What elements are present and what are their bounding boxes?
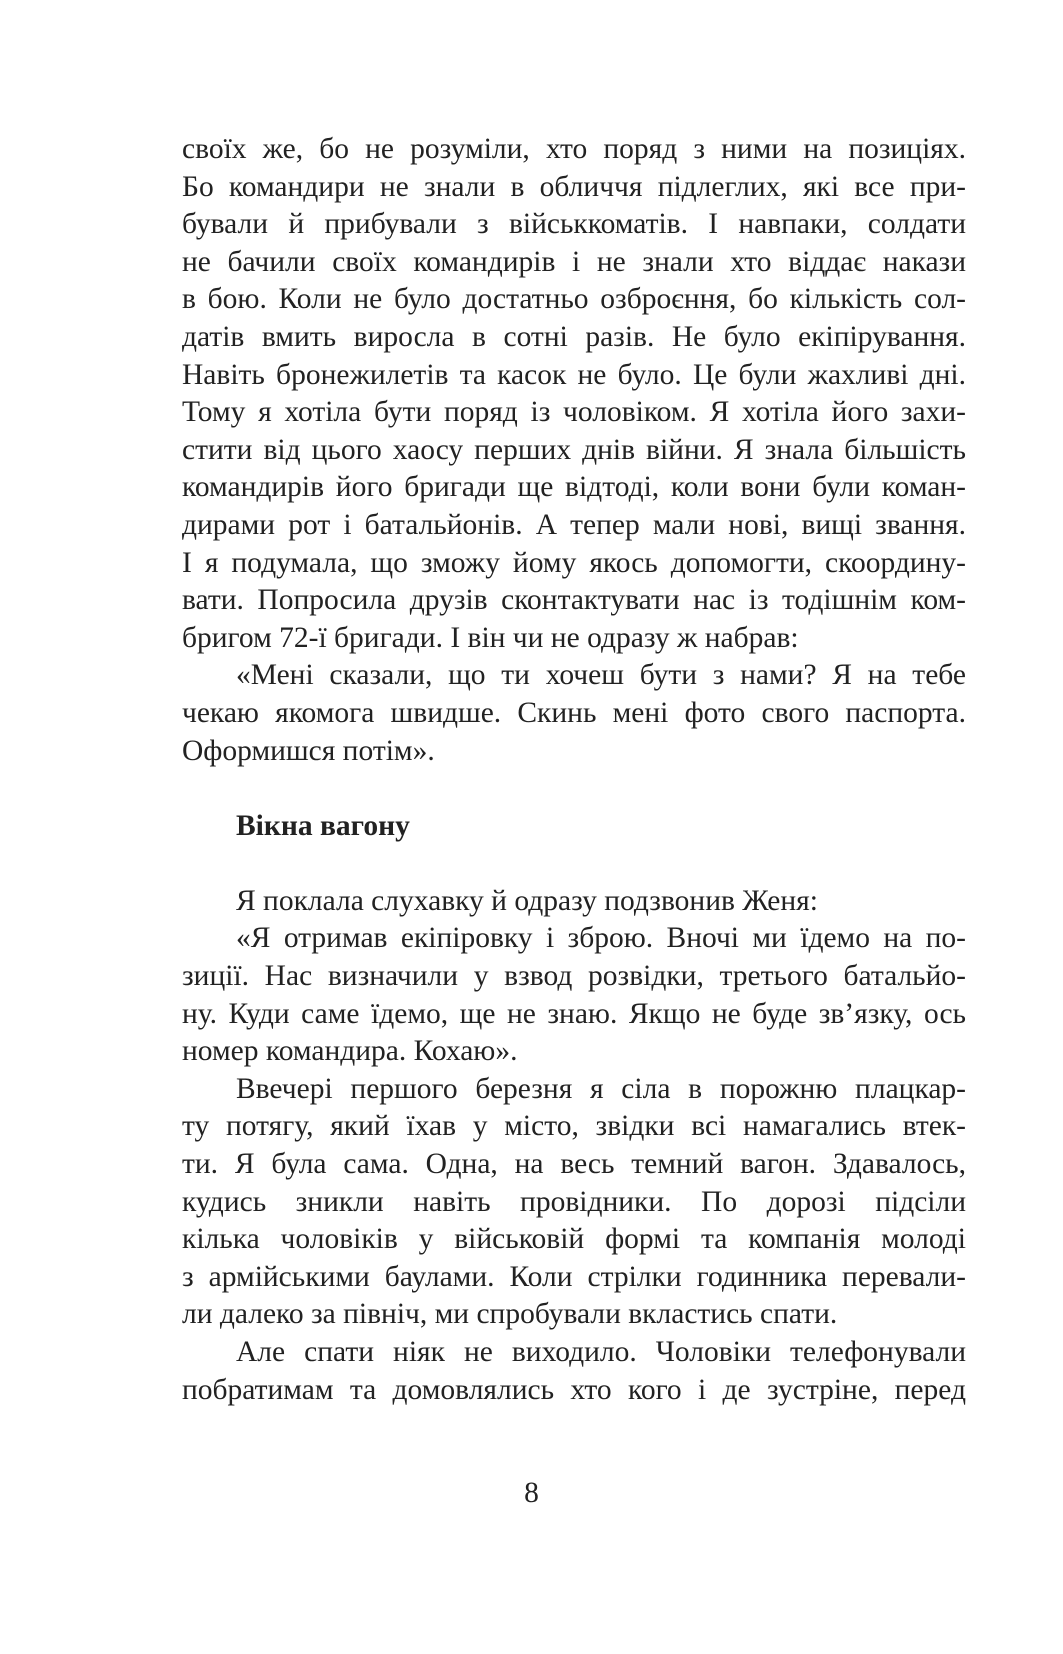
text-line: номер командира. Кохаю». [182, 1035, 518, 1068]
text-line: з армійськими баулами. Коли стрілки годинника перевали- [182, 1260, 966, 1293]
text-line: бували й прибували з військкоматів. І навпаки, солдати [182, 208, 966, 241]
text-line: Але спати ніяк не виходило. Чоловіки телефонували [236, 1336, 966, 1368]
text-line: «Мені сказали, що ти хочеш бути з нами? Я на тебе [236, 659, 966, 692]
text-block-before-heading [182, 131, 966, 770]
text-line: командирів його бригади ще відтоді, коли вони були коман- [182, 471, 966, 504]
text-line: «Я отримав екіпіровку і зброю. Вночі ми їдемо на по- [236, 922, 966, 955]
text-line: Ввечері першого березня я сіла в порожню плацкар- [236, 1072, 966, 1105]
text-line: Навіть бронежилетів та касок не було. Це були жахливі дні. [182, 358, 966, 391]
section-heading: Вікна вагону [236, 809, 410, 842]
text-line: бригом 72-ї бригади. І він чи не одразу ж набрав: [182, 621, 799, 654]
text-line: Оформишся потім». [182, 734, 435, 767]
text-line: побратимам та домовлялись хто кого і де зустріне, перед [182, 1373, 966, 1406]
text-line: Я поклала слухавку й одразу подзвонив Женя: [236, 884, 818, 917]
text-line: стити від цього хаосу перших днів війни. Я знала більшість [182, 433, 966, 466]
text-line: кудись зникли навіть провідники. По дорозі підсіли [182, 1185, 966, 1218]
spacer [182, 770, 966, 808]
text-line: ту потягу, який їхав у місто, звідки всі намагались втек- [182, 1110, 966, 1143]
text-line: ти. Я була сама. Одна, на весь темний вагон. Здавалось, [182, 1148, 966, 1181]
spacer [182, 845, 966, 883]
page-number: 8 [524, 1477, 539, 1509]
text-line: чекаю якомога швидше. Скинь мені фото свого паспорта. [182, 696, 966, 729]
text-line: в бою. Коли не було достатньо озброєння, бо кількість сол- [182, 283, 966, 316]
text-line: своїх же, бо не розуміли, хто поряд з ними на позиціях. [182, 133, 966, 165]
text-line: кілька чоловіків у військовій формі та компанія молоді [182, 1223, 966, 1256]
text-line: вати. Попросила друзів сконтактувати нас із тодішнім ком- [182, 584, 966, 617]
text-line: ли далеко за північ, ми спробували вкластись спати. [182, 1298, 838, 1331]
text-line: датів вмить виросла в сотні разів. Не було екіпірування. [182, 320, 966, 353]
text-block-after-heading [182, 883, 966, 1409]
text-line: Тому я хотіла бути поряд із чоловіком. Я хотіла його захи- [182, 396, 966, 429]
text-line: ну. Куди саме їдемо, ще не знаю. Якщо не буде зв’язку, ось [182, 997, 966, 1030]
text-line: дирами рот і батальйонів. А тепер мали нові, вищі звання. [182, 508, 966, 541]
text-line: Бо командири не знали в обличчя підлеглих, які все при- [182, 170, 966, 203]
text-line: не бачили своїх командирів і не знали хто віддає накази [182, 245, 966, 278]
text-line: І я подумала, що зможу йому якось допомогти, скоордину- [182, 546, 966, 579]
text-line: зиції. Нас визначили у взвод розвідки, третього батальйо- [182, 960, 966, 993]
page-body [182, 131, 966, 1409]
